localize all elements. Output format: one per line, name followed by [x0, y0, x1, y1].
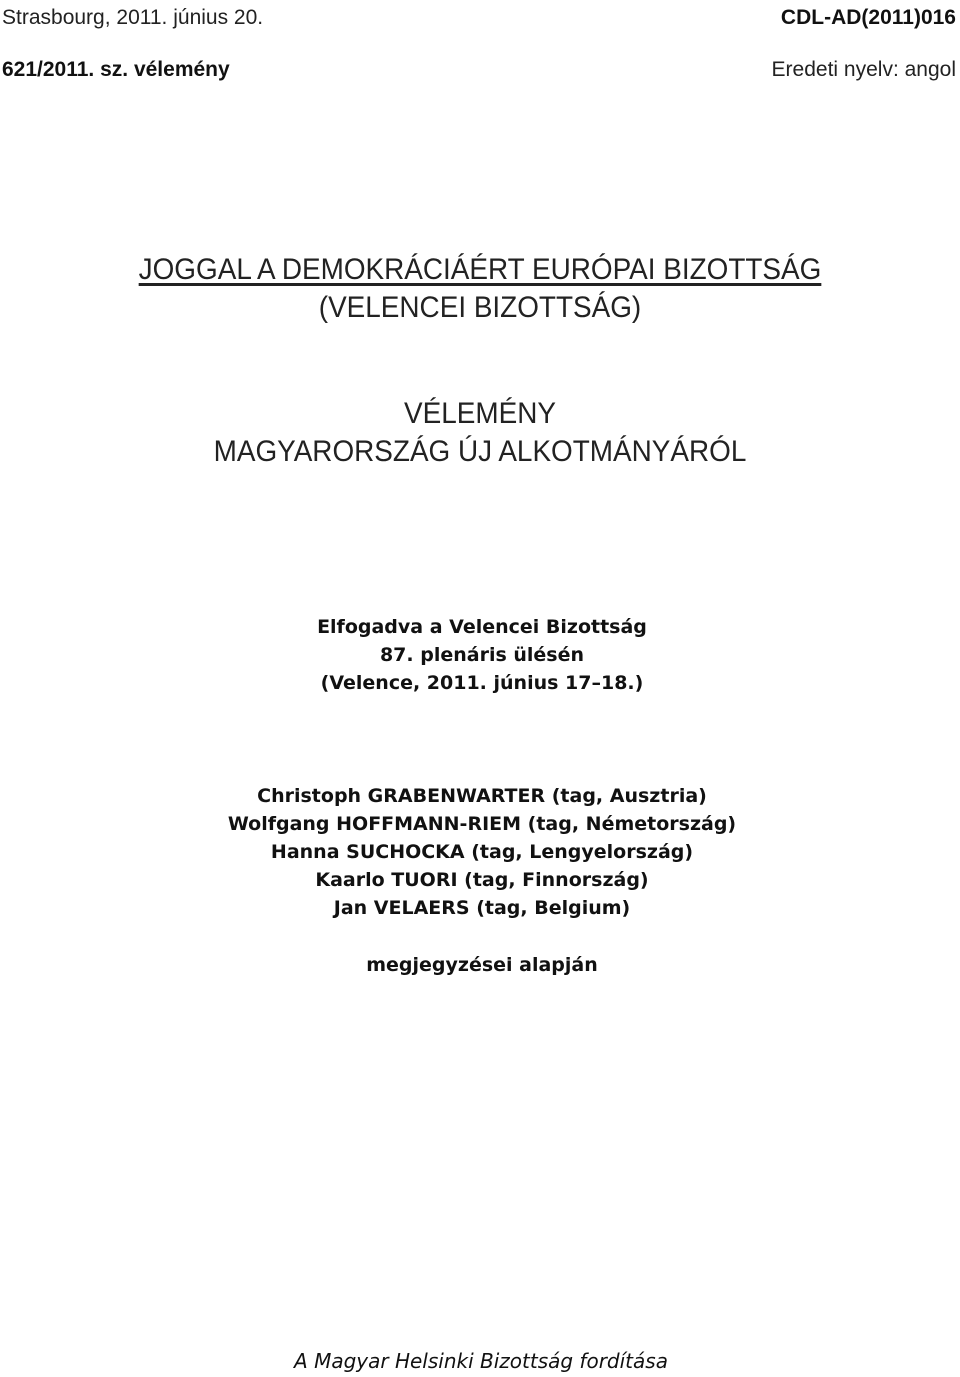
original-language: Eredeti nyelv: angol [771, 58, 956, 81]
adoption-line: Elfogadva a Velencei Bizottság [317, 616, 647, 638]
based-on: megjegyzései alapján [366, 954, 598, 976]
opinion-title: VÉLEMÉNY [404, 397, 556, 430]
opinion-number: 621/2011. sz. vélemény [2, 58, 230, 81]
document-code: CDL-AD(2011)016 [780, 6, 956, 29]
place-date: Strasbourg, 2011. június 20. [2, 6, 264, 29]
opinion-subject: MAGYARORSZÁG ÚJ ALKOTMÁNYÁRÓL [213, 435, 747, 468]
rapporteur: Jan VELAERS (tag, Belgium) [333, 897, 631, 919]
commission-title: JOGGAL A DEMOKRÁCIÁÉRT EURÓPAI BIZOTTSÁG [138, 253, 822, 286]
translation-credit: A Magyar Helsinki Bizottság fordítása [294, 1349, 668, 1373]
adoption-line: (Velence, 2011. június 17–18.) [320, 672, 644, 694]
rapporteur: Wolfgang HOFFMANN-RIEM (tag, Németország) [227, 813, 737, 835]
rapporteur: Kaarlo TUORI (tag, Finnország) [315, 869, 649, 891]
adoption-line: 87. plenáris ülésén [379, 644, 585, 666]
rapporteur: Christoph GRABENWARTER (tag, Ausztria) [257, 785, 707, 807]
commission-subtitle: (VELENCEI BIZOTTSÁG) [318, 291, 642, 324]
rapporteur: Hanna SUCHOCKA (tag, Lengyelország) [270, 841, 694, 863]
